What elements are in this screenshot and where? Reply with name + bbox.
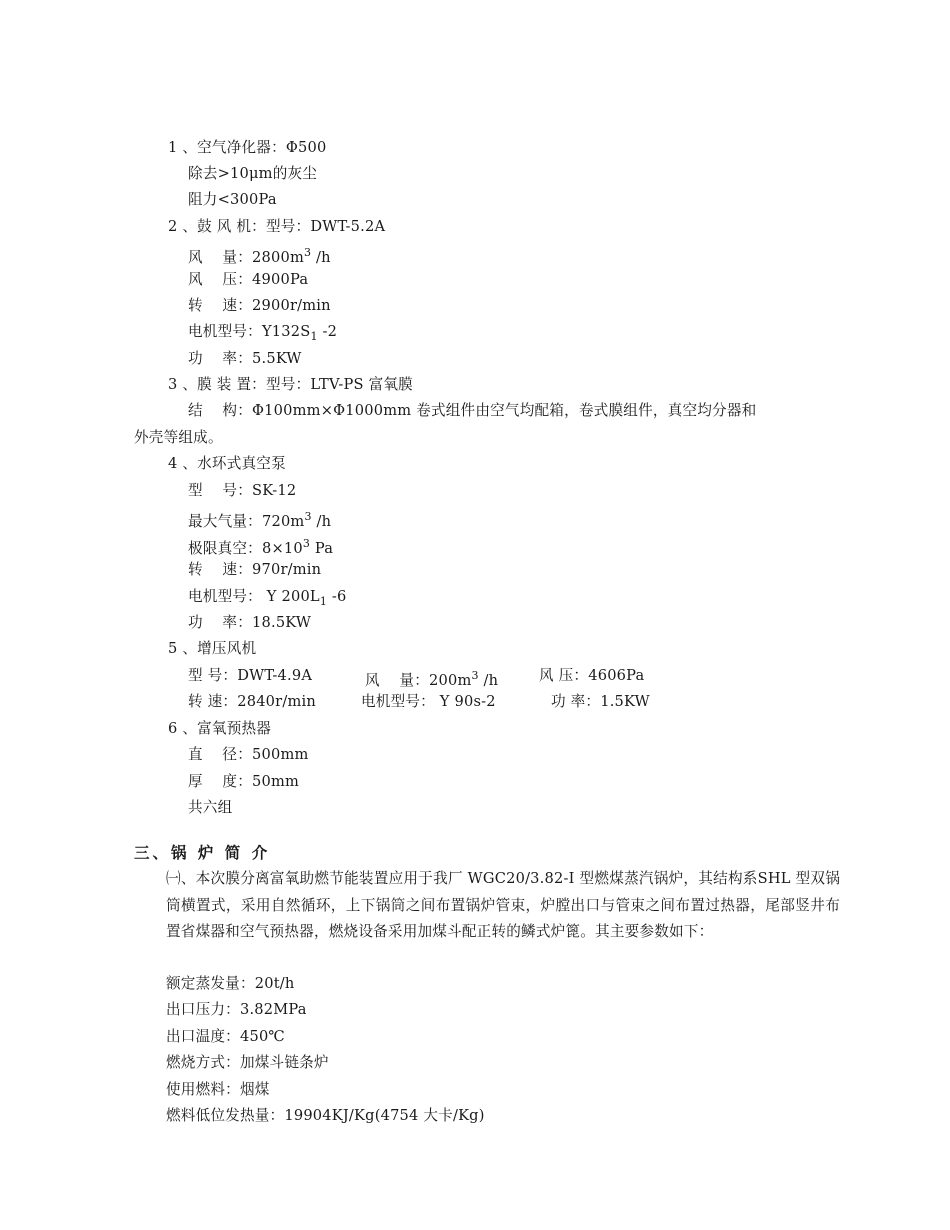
spec-line: 转 速：2900r/min (188, 297, 331, 314)
spec-line: 直 径：500mm (188, 746, 309, 763)
document-page: 1 、空气净化器：Φ500 除去>10μm的灰尘 阻力<300Pa 2 、鼓 风 机：型号：DWT-5.2A 风 量：$2800m^3$ /h 风 压：4900Pa 转 速：2900r/min 电机型号：$Y132S_1$ -2 功 率：5.5KW 3 、膜 装 置：型号：LTV-PS 富氧膜 结 构：Φ100mm×Φ1000mm 卷式组件由空气均配箱，卷式膜组件，真空均分器和 外壳等组成。 4 、水环式真空泵 型 号：SK-12 最大气量：$720m^3$ /h 极限真空：$8\times 10^3$ Pa 转 速：970r/min 电机型号： Y $200L_1$ -6 功 率：18.5KW 5 、增压风机 型 号：DWT-4.9A 风 量：$200m^3$ /h 风 压：4606Pa 转 速：2840r/min 电机型号： Y 90s-2 功 率：1.5KW 6 、富氧预热器 直 径：500mm 厚 度：50mm 共六组 三、锅 炉 简 介 ㈠、本次膜分离富氧助燃节能装置应用于我厂 WGC20/3.82-Ⅰ 型燃煤蒸汽锅炉，其结构系SHL 型双锅筒横置式，采用自然循环，上下锅筒之间布置锅炉管束，炉膛出口与管束之间布置过热器，尾部竖井布置省煤器和空气预热器，燃烧设备采用加煤斗配正转的鳞式炉篦。其主要参数如下： 额定蒸发量：20t/h 出口压力：3.82MPa 出口温度：450℃ 燃烧方式：加煤斗链条炉 使用燃料：烟煤 燃料低位发热量：19904KJ/Kg(4754 大卡/Kg) (134, 139, 840, 1124)
item-6-preheater: 6 、富氧预热器 (168, 720, 272, 737)
spec-line: 厚 度：50mm (188, 773, 300, 790)
spec-line: 功 率：5.5KW (188, 350, 302, 367)
param-line: 使用燃料：烟煤 (166, 1081, 270, 1098)
item-2-blower: 2 、鼓 风 机：型号：DWT-5.2A (168, 218, 386, 235)
spec-line: 除去>10μm的灰尘 (188, 165, 318, 182)
spec-line: 阻力<300Pa (188, 191, 277, 208)
spec-line: 共六组 (188, 799, 233, 816)
spec-line: 结 构：Φ100mm×Φ1000mm 卷式组件由空气均配箱，卷式膜组件，真空均分器和 (188, 402, 757, 419)
spec-line: 外壳等组成。 (134, 429, 223, 446)
boiler-intro-paragraph (134, 866, 840, 946)
item-5-booster-fan: 5 、增压风机 (168, 640, 257, 657)
item-3-membrane-unit: 3 、膜 装 置：型号：LTV-PS 富氧膜 (168, 376, 413, 393)
spec-line: 电机型号：$Y132S_1$ -2 (188, 323, 338, 343)
spec-line: 型 号：SK-12 (188, 482, 297, 499)
spec-line: 最大气量：$720m^3$ /h (188, 510, 332, 530)
spec-line: 风 压：4900Pa (188, 271, 309, 288)
spec-line: 风 量：$2800m^3$ /h (188, 246, 331, 266)
item-1-air-purifier: 1 、空气净化器：Φ500 (168, 139, 327, 156)
spec-line: 转 速：970r/min (188, 561, 322, 578)
spec-line: 功 率：18.5KW (188, 614, 312, 631)
param-line: 额定蒸发量：20t/h (166, 975, 295, 992)
param-line: 出口温度：450℃ (166, 1028, 285, 1045)
param-line: 燃料低位发热量：19904KJ/Kg(4754 大卡/Kg) (166, 1107, 485, 1124)
item-4-vacuum-pump: 4 、水环式真空泵 (168, 455, 286, 472)
spec-line: 极限真空：$8\times 10^3$ Pa (188, 537, 334, 557)
paragraph-text: ㈠、本次膜分离富氧助燃节能装置应用于我厂 WGC20/3.82-Ⅰ 型燃煤蒸汽锅炉，其结构系SHL 型双锅筒横置式，采用自然循环，上下锅筒之间布置锅炉管束，炉膛出口与管束之间布置过热器，尾部竖井布置省煤器和空气预热器，燃烧设备采用加煤斗配正转的鳞式炉篦。其主要参数如下： (166, 870, 840, 940)
section-heading: 三、锅 炉 简 介 (134, 844, 271, 862)
param-line: 出口压力：3.82MPa (166, 1001, 307, 1018)
spec-line: 电机型号： Y $200L_1$ -6 (188, 588, 347, 608)
param-line: 燃烧方式：加煤斗链条炉 (166, 1054, 329, 1071)
